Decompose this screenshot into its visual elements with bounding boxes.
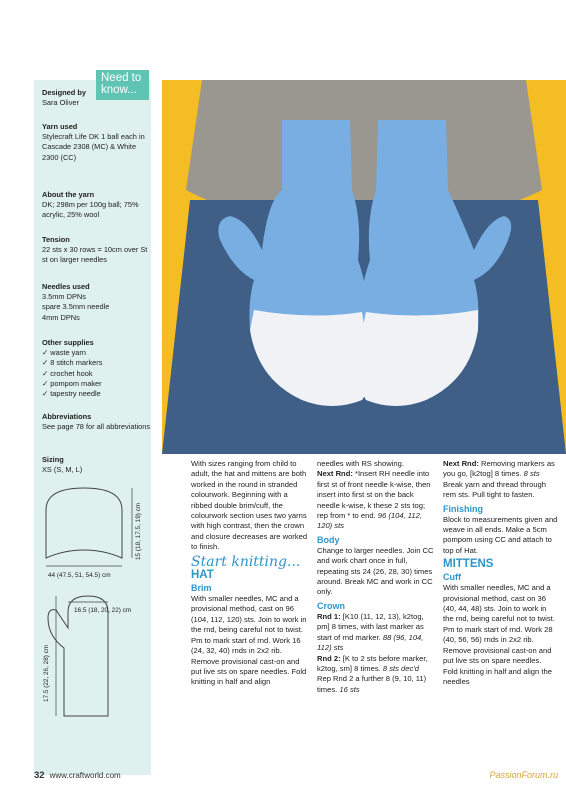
mitten-height-label: 17.5 (22, 26, 28) cm: [43, 644, 50, 702]
needles-used: Needles used 3.5mm DPNs spare 3.5mm needle 4mm DPNs: [42, 282, 110, 322]
site-url: www.craftworld.com: [49, 771, 121, 780]
body-text: Change to larger needles. Join CC and work chart once in full, repeating sts 24 (26, 28, 30) times around. Break MC and work in CC only.: [317, 545, 434, 597]
column-1: [191, 459, 309, 688]
watermark: PassionForum.ru: [489, 770, 558, 780]
sizing-diagrams: [34, 480, 151, 760]
about-yarn: About the yarn DK; 298m per 100g ball; 75% acrylic, 25% wool: [42, 190, 139, 220]
yarn-used: Yarn used Stylecraft Life DK 1 ball each in Cascade 2308 (MC) & White 2300 (CC): [42, 122, 145, 162]
repeat-instruction: Rep Rnd 2 a further 8 (9, 10, 11) times. 16 sts: [317, 674, 427, 694]
other-supplies: Other supplies ✓ waste yarn ✓ 8 stitch markers ✓ crochet hook ✓ pompom maker ✓ tapestry needle: [42, 338, 103, 399]
mittens-photo: [162, 80, 566, 454]
cuff-text: With smaller needles, MC and a provisional method, cast on 36 (40, 44, 48) sts. Join to work in the rnd, being careful not to twist. Pm to mark start of rnd. Work 28 (40, 56, 56) rnds in 2x2 rib. Remove provisional cast-on and put live sts on spare needles. Fold knitting in half and align the needles: [443, 583, 555, 686]
intro-text: With sizes ranging from child to adult, the hat and mittens are both worked in the round in stranded colourwork. Beginning with a ribbed double brim/cuff, the colourwork section uses two yarns with high contrast, then the crown and closure decreases are worked to finish.: [191, 459, 308, 552]
mitten-diagram: [48, 596, 108, 716]
sizing: Sizing XS (S, M, L): [42, 455, 83, 475]
start-knitting-heading: Start knitting...: [191, 553, 301, 570]
hat-height-label: 15 (18, 17.5, 19) cm: [135, 502, 142, 560]
designed-by: Designed by Sara Oliver: [42, 88, 86, 108]
tension: Tension 22 sts x 30 rows = 10cm over St st on larger needles: [42, 235, 148, 265]
mittens-heading: MITTENS: [443, 558, 494, 571]
abbreviations: Abbreviations See page 78 for all abbreviations: [42, 412, 151, 432]
mitten-width-label: 16.5 (18, 20, 22) cm: [74, 607, 132, 614]
body-heading: Body: [317, 534, 340, 545]
round-2-instruction: Rnd 2: [K to 2 sts before marker, k2tog, sm] 8 times. 8 sts dec'd: [317, 653, 428, 673]
hat-diagram: [46, 488, 122, 558]
finishing-heading: Finishing: [443, 503, 483, 514]
crown-heading: Crown: [317, 600, 345, 611]
column-2: [317, 459, 435, 695]
cuff-heading: Cuff: [443, 572, 461, 583]
next-round-instruction: Next Rnd: Removing markers as you go, [k2tog] 8 times. 8 sts: [443, 459, 555, 479]
hat-width-label: 44 (47.5, 51, 54.5) cm: [48, 572, 111, 579]
brim-text: With smaller needles, MC and a provisional method, cast on 96 (104, 112, 120) sts. Join to work in the rnd, being careful not to twist. Pm to mark start of rnd. Work 16 (24, 32, 40) rnds in 2x2 rib. Remove provisional cast-on and put live sts on spare needles. Fold knitting in half and align: [191, 594, 307, 687]
need-to-know-badge: Need to know...: [96, 70, 149, 100]
continuation-text: needles with RS showing.: [317, 459, 404, 468]
finishing-text: Block to measurements given and weave in all ends. Make a 5cm pompom using CC and attach to top of Hat.: [443, 514, 558, 555]
hat-heading: HAT: [191, 569, 214, 582]
break-yarn-text: Break yarn and thread through rem sts. Pull tight to fasten.: [443, 479, 547, 500]
round-1-instruction: Rnd 1: [K10 (11, 12, 13), k2tog, pm] 8 times, with last marker as start of rnd marker. 88 (96, 104, 112) sts: [317, 611, 424, 653]
column-3: [443, 459, 558, 687]
brim-heading: Brim: [191, 583, 212, 594]
page-footer: [34, 770, 121, 781]
page-number: 32: [34, 770, 45, 781]
next-round-instruction: Next Rnd: *Insert RH needle into first st of front needle k-wise, then insert into first st on the back needle k-wise, k these 2 sts tog; rep from * to end. 96 (104, 112, 120) sts: [317, 469, 431, 531]
